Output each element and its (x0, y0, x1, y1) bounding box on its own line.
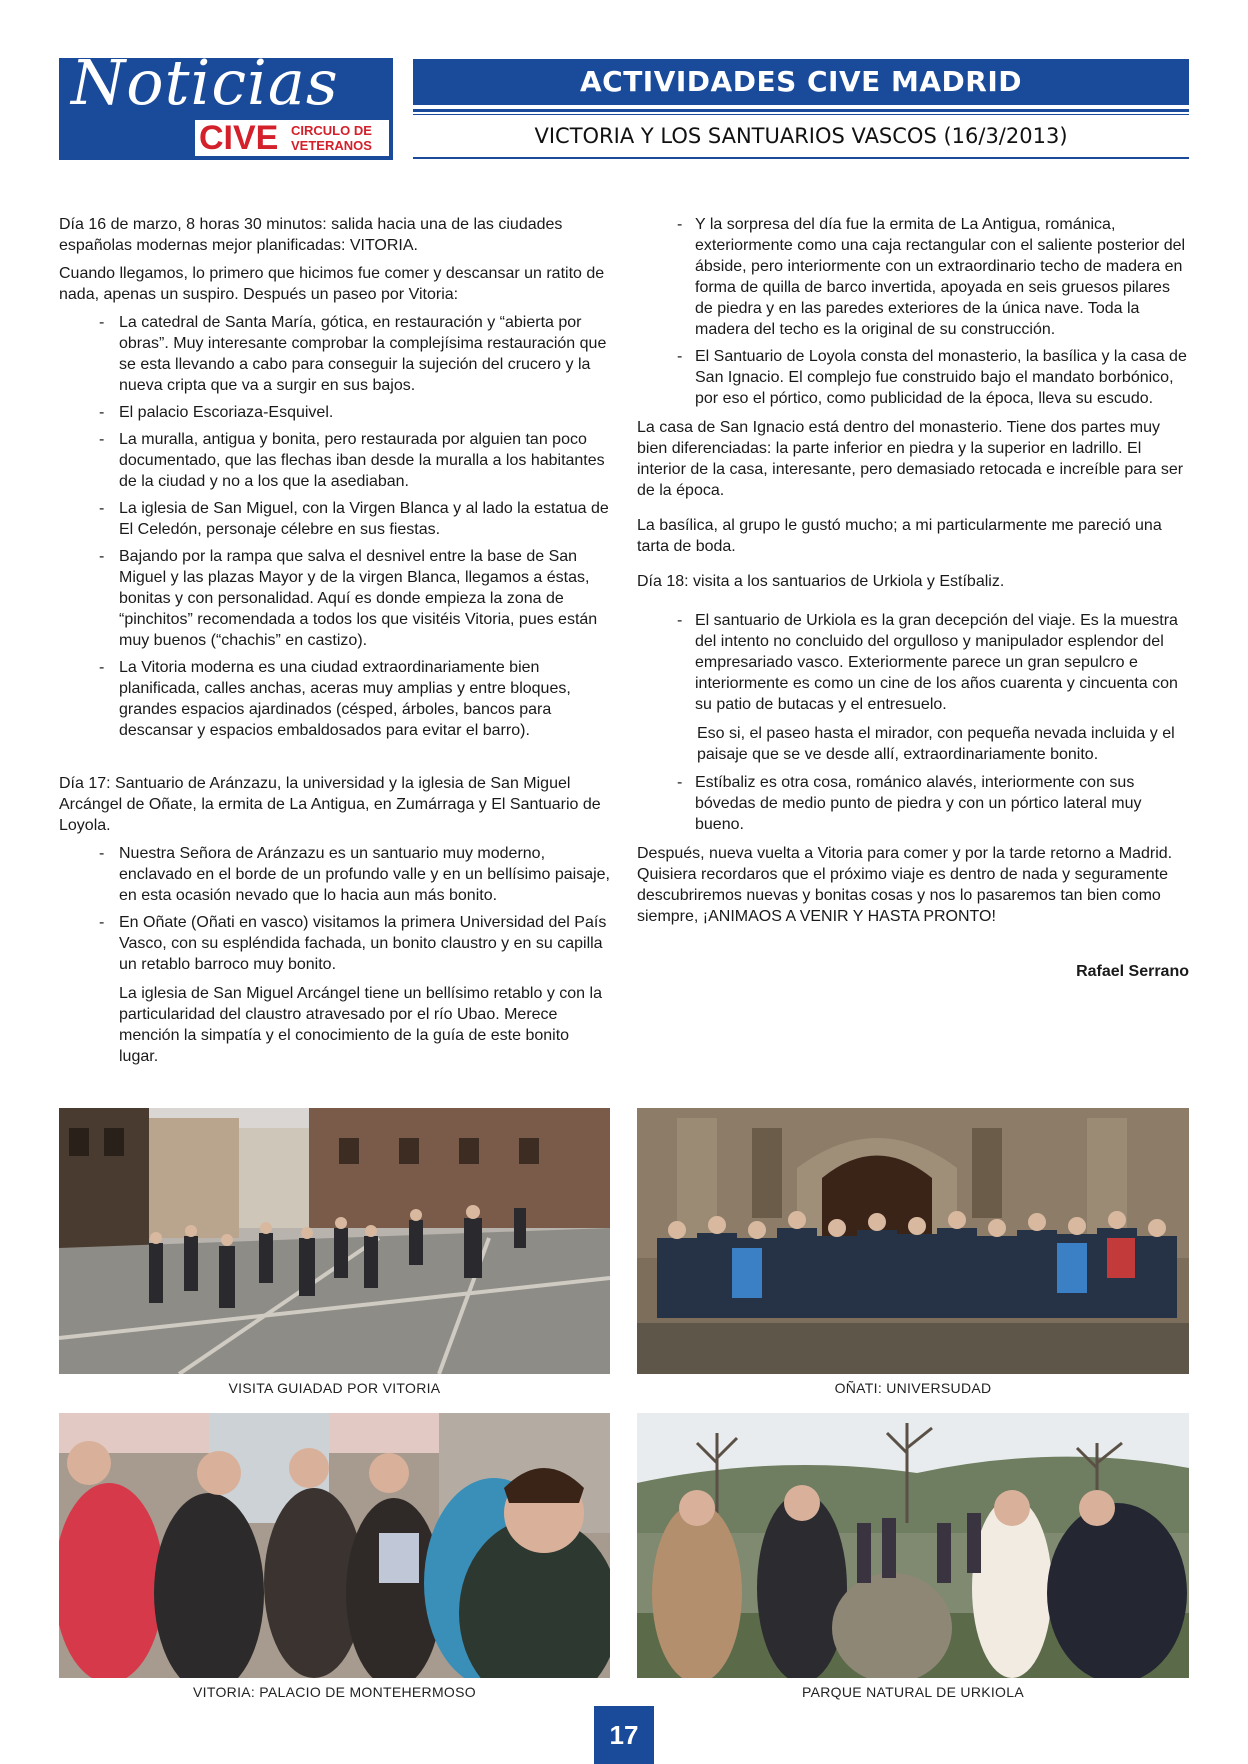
bullet-list (637, 772, 1189, 835)
photo-caption: VITORIA: PALACIO DE MONTEHERMOSO (193, 1684, 476, 1700)
photo-montehermoso (59, 1413, 610, 1678)
logo-brand: CIVE (199, 119, 279, 157)
bullet-list (59, 843, 612, 975)
list-item: - La muralla, antigua y bonita, pero restaurada por alguien tan poco documentado, que las flechas iban desde la muralla a los habitantes de la ciudad y no a los que la asediaban. (59, 429, 612, 492)
list-item: - El santuario de Urkiola es la gran decepción del viaje. Es la muestra del intento no concluido del orgulloso y manipulador esplendor del empresariado vasco. Exteriormente parece un gran sepulcro e interiormente es como un cine de los años cuarenta y cincuenta con su patio de butacas y el entresuelo. (637, 610, 1189, 715)
paragraph: Día 16 de marzo, 8 horas 30 minutos: salida hacia una de las ciudades españolas modernas mejor planificadas: VITORIA. (59, 216, 563, 254)
bullet-list (637, 610, 1189, 715)
author: Rafael Serrano (1076, 963, 1189, 980)
photo-caption: OÑATI: UNIVERSUDAD (834, 1380, 992, 1396)
logo-brand-box (195, 120, 389, 156)
header-rule (413, 157, 1189, 159)
logo-script: Noticias (71, 46, 339, 119)
list-item: - En Oñate (Oñati en vasco) visitamos la primera Universidad del País Vasco, con su espléndida fachada, un bonito claustro y en su capilla un retablo barroco muy bonito. (59, 912, 612, 975)
paragraph: La basílica, al grupo le gustó mucho; a mi particularmente me pareció una tarta de boda. (637, 517, 1162, 555)
list-item: - El palacio Escoriaza-Esquivel. (59, 402, 612, 423)
bullet-list (59, 312, 612, 741)
section-title: ACTIVIDADES CIVE MADRID (579, 65, 1023, 98)
list-item: - Nuestra Señora de Aránzazu es un santuario muy moderno, enclavado en el borde de un profundo valle y en un bellísimo paisaje, en esta ocasión nevado que lo hacia aun más bonito. (59, 843, 612, 906)
logo-subtitle (291, 123, 387, 153)
cive-logo (59, 46, 393, 160)
paragraph: Cuando llegamos, lo primero que hicimos fue comer y descansar un ratito de nada, apenas un suspiro. Después un paseo por Vitoria: (59, 265, 605, 303)
logo-subtitle-line2: VETERANOS (291, 138, 372, 153)
paragraph: Día 18: visita a los santuarios de Urkiola y Estíbaliz. (637, 573, 1005, 590)
list-item: - La Vitoria moderna es una ciudad extraordinariamente bien planificada, calles anchas, aceras muy amplias y entre bloques, grandes espacios ajardinados (césped, árboles, bancos para descansar y espacios embaldosados para evitar el barro). (59, 657, 612, 741)
paragraph: Día 17: Santuario de Aránzazu, la universidad y la iglesia de San Miguel Arcángel de Oñate, la ermita de La Antigua, en Zumárraga y El Santuario de Loyola. (59, 775, 601, 834)
header-rule (413, 114, 1189, 115)
paragraph: La casa de San Ignacio está dentro del monasterio. Tiene dos partes muy bien diferenciadas: la parte inferior en piedra y la superior en ladrillo. El interior de la casa, interesante, pero demasiado retocada e increíble para ser de la época. (637, 419, 1184, 499)
section-header (413, 59, 1189, 105)
list-item: - Y la sorpresa del día fue la ermita de La Antigua, románica, exteriormente como una caja rectangular con el saliente posterior del ábside, pero interiormente con un extraordinario techo de madera en forma de quilla de barco invertida, apoyada en seis gruesos pilares de piedra y en las paredes exteriores de la única nave. Toda la madera del techo es la original de su construcción. (637, 214, 1189, 340)
bullet-list (637, 214, 1189, 409)
list-item: - Estíbaliz es otra cosa, románico alavés, interiormente con sus bóvedas de medio punto de piedra y con un pórtico lateral muy bueno. (637, 772, 1189, 835)
left-column (59, 214, 612, 1074)
paragraph: Después, nueva vuelta a Vitoria para comer y por la tarde retorno a Madrid. Quisiera recordaros que el próximo viaje es dentro de nada y seguramente descubriremos nuevas y bonitas cosas y nos lo pasaremos tan bien como siempre, ¡ANIMAOS A VENIR Y HASTA PRONTO! (637, 845, 1173, 925)
photo-caption: PARQUE NATURAL DE URKIOLA (802, 1684, 1024, 1700)
list-item: - Bajando por la rampa que salva el desnivel entre la base de San Miguel y las plazas Mayor y de la virgen Blanca, llegamos a éstas, bonitas y con personalidad. Aquí es donde empieza la zona de “pinchitos” recomendada a todos los que visitéis Vitoria, pues están muy buenos (“chachis” en castizo). (59, 546, 612, 651)
header-rule (413, 109, 1189, 112)
paragraph: La iglesia de San Miguel Arcángel tiene un bellísimo retablo y con la particularidad del claustro atravesado por el río Ubao. Merece mención la simpatía y el conocimiento de la guía de este bonito lugar. (119, 985, 602, 1065)
list-item: - La iglesia de San Miguel, con la Virgen Blanca y al lado la estatua de El Celedón, personaje célebre en sus fiestas. (59, 498, 612, 540)
photo-onati-university (637, 1108, 1189, 1374)
photo-urkiola (637, 1413, 1189, 1678)
logo-subtitle-line1: CIRCULO DE (291, 123, 372, 138)
right-column (637, 208, 1189, 989)
photo-caption: VISITA GUIADAD POR VITORIA (228, 1380, 441, 1396)
photo-vitoria-tour (59, 1108, 610, 1374)
list-item: - El Santuario de Loyola consta del monasterio, la basílica y la casa de San Ignacio. El complejo fue construido bajo el mandato borbónico, por eso el pórtico, como publicidad de la época, lleva su escudo. (637, 346, 1189, 409)
list-item: - La catedral de Santa María, gótica, en restauración y “abierta por obras”. Muy interesante comprobar la complejísima restauración que se esta llevando a cabo para conseguir la sujeción del crucero y la nueva cripta que va a surgir en sus bajos. (59, 312, 612, 396)
page-number: 17 (594, 1706, 654, 1764)
article-title: VICTORIA Y LOS SANTUARIOS VASCOS (16/3/2013) (534, 124, 1068, 148)
paragraph: Eso si, el paseo hasta el mirador, con pequeña nevada incluida y el paisaje que se ve desde allí, extraordinariamente bonito. (697, 725, 1175, 763)
